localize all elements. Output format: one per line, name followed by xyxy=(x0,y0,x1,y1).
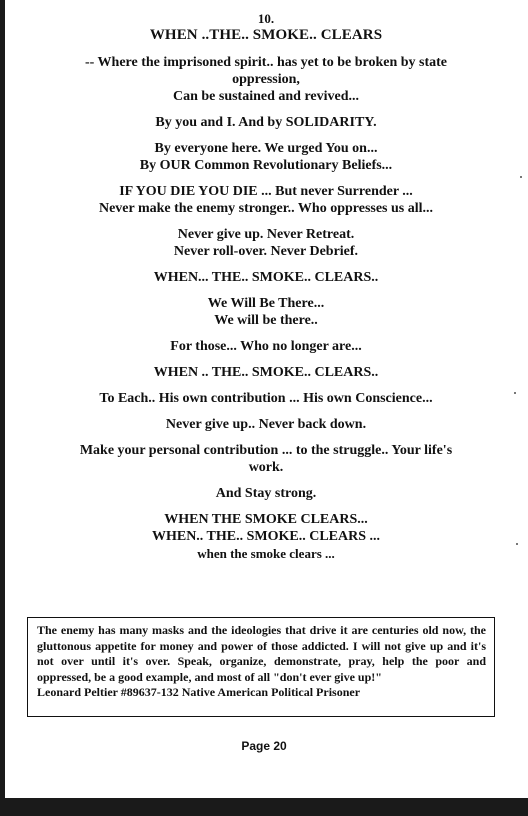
poem-line: oppression, xyxy=(232,72,300,87)
poem-line: when the smoke clears ... xyxy=(197,546,335,561)
scan-edge-bottom xyxy=(0,798,528,816)
quote-box xyxy=(27,617,495,717)
poem-line: By everyone here. We urged You on... xyxy=(154,141,378,156)
stanza xyxy=(28,269,504,286)
quote-attribution: Leonard Peltier #89637-132 Native American Political Prisoner xyxy=(37,685,361,699)
stanza xyxy=(28,364,504,381)
quote-text: The enemy has many masks and the ideologies that drive it are centuries old now, the gluttonous appetite for money and power of those addicted. I will not give up and it's not over until it's over. Speak, organize, demonstrate, pray, help the poor and oppressed, be a good example, and most of all "don't ever give up!" xyxy=(37,623,486,684)
stanza xyxy=(28,416,504,433)
scan-speck xyxy=(520,176,522,178)
poem-line: We Will Be There... xyxy=(207,296,325,311)
poem xyxy=(28,12,504,562)
stanza xyxy=(28,390,504,407)
poem-line: Never give up.. Never back down. xyxy=(165,417,367,432)
poem-line: By you and I. And by SOLIDARITY. xyxy=(155,115,377,130)
poem-line: Never give up. Never Retreat. xyxy=(177,227,355,242)
stanza xyxy=(28,295,504,329)
stanza xyxy=(28,442,504,476)
poem-title: WHEN ..THE.. SMOKE.. CLEARS xyxy=(149,27,383,43)
stanza xyxy=(28,54,504,105)
page-number: Page 20 xyxy=(241,739,287,753)
scan-edge-left xyxy=(0,0,5,798)
scan-speck xyxy=(516,543,518,545)
poem-line: WHEN... THE.. SMOKE.. CLEARS.. xyxy=(153,270,379,285)
poem-line: WHEN.. THE.. SMOKE.. CLEARS ... xyxy=(151,529,381,544)
poem-line: For those... Who no longer are... xyxy=(170,339,362,354)
poem-number: 10. xyxy=(257,11,275,26)
stanza xyxy=(28,114,504,131)
poem-line: Can be sustained and revived... xyxy=(172,89,360,104)
poem-line: Make your personal contribution ... to the struggle.. Your life's xyxy=(79,443,453,458)
poem-line: work. xyxy=(248,460,284,475)
stanza xyxy=(28,140,504,174)
poem-line: Never roll-over. Never Debrief. xyxy=(173,244,359,259)
poem-line: And Stay strong. xyxy=(215,486,317,501)
stanza xyxy=(28,338,504,355)
poem-line: By OUR Common Revolutionary Beliefs... xyxy=(139,158,393,173)
poem-line: We will be there.. xyxy=(214,313,318,328)
stanza xyxy=(28,183,504,217)
poem-line: -- Where the imprisoned spirit.. has yet to be broken by state xyxy=(84,55,448,70)
poem-line: IF YOU DIE YOU DIE ... But never Surrender ... xyxy=(119,184,413,199)
poem-line: Never make the enemy stronger.. Who oppresses us all... xyxy=(98,201,434,216)
stanza xyxy=(28,511,504,562)
poem-line: To Each.. His own contribution ... His own Conscience... xyxy=(99,391,433,406)
stanza xyxy=(28,226,504,260)
scan-speck xyxy=(514,392,516,394)
stanza xyxy=(28,485,504,502)
poem-line: WHEN .. THE.. SMOKE.. CLEARS.. xyxy=(153,365,379,380)
poem-line: WHEN THE SMOKE CLEARS... xyxy=(164,512,368,527)
